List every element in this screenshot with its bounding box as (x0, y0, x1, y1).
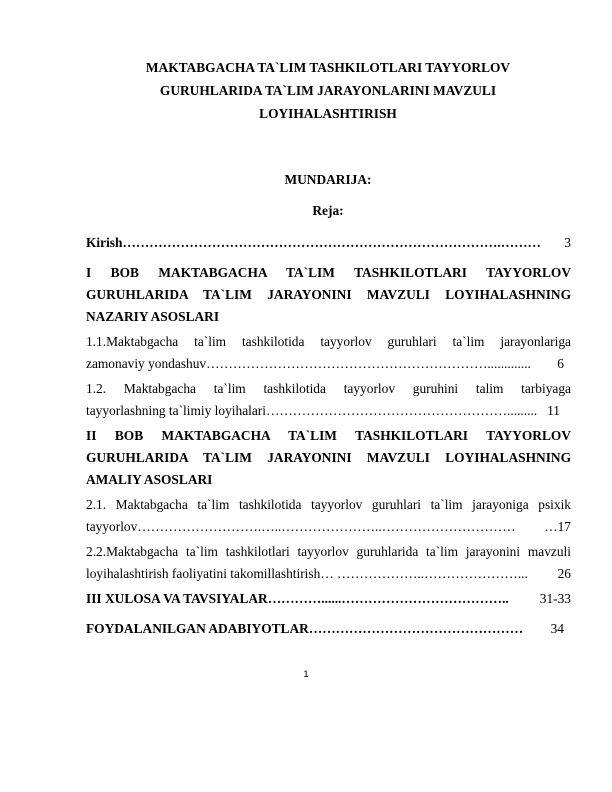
toc-leader: ……………………….…..…………………..………………………… (137, 519, 516, 534)
toc-entry-2-1[interactable] (86, 494, 571, 538)
toc-entry-text: tayyorlov (86, 519, 138, 534)
toc-chapter-line: GURUHLARIDA TA`LIM JARAYONINI MAVZULI LOYIHALASHNING (86, 287, 571, 302)
toc-entry-chapter1[interactable] (86, 262, 571, 328)
toc-leader: ………………………………………………………………………….……… (122, 235, 541, 250)
toc-leader: ………………………………………………………............. (206, 356, 531, 371)
toc-page-number: 34 (550, 621, 564, 636)
toc-page-number: 3 (564, 235, 571, 250)
toc-entry-line: 2.1. Maktabgacha ta`lim tashkilotida tayyorlov guruhlari ta`lim jarayoniga psixik (86, 497, 571, 512)
toc-chapter-line: NAZARIY ASOSLARI (86, 309, 220, 324)
toc-entry-intro[interactable] (86, 232, 571, 254)
toc-page-number: 26 (557, 566, 571, 581)
toc-entry-chapter2[interactable] (86, 425, 571, 491)
toc-chapter-line: II BOB MAKTABGACHA TA`LIM TASHKILOTLARI TAYYORLOV (86, 428, 571, 443)
toc-entry-1-1[interactable] (86, 331, 571, 375)
toc-entry-line (86, 400, 560, 422)
title-line-1: MAKTABGACHA TA`LIM TASHKILOTLARI TAYYORLOV (145, 60, 511, 75)
toc-page-number: 31-33 (539, 591, 571, 606)
toc-entry-1-2[interactable] (86, 378, 571, 422)
document-title (84, 56, 572, 125)
toc-entry-text: Kirish (86, 235, 123, 250)
toc-entry-text: loyihalashtirish faoliyatini takomillashtirish (86, 566, 321, 581)
toc-entry-text: zamonaviy yondashuv (86, 356, 207, 371)
toc-entry-references[interactable] (86, 618, 564, 640)
toc-leader: ………………………………………………......... (266, 403, 538, 418)
title-line-3: LOYIHALASHTIRISH (259, 106, 397, 121)
toc-entry-line (86, 353, 564, 375)
toc-chapter-line: AMALIY ASOSLARI (86, 472, 213, 487)
toc-entry-text: III XULOSA VA TAVSIYALAR (86, 591, 268, 606)
page-number: 1 (303, 669, 309, 680)
contents-heading: MUNDARIJA: (284, 172, 372, 187)
toc-entry-line: 1.2. Maktabgacha ta`lim tashkilotida tayyorlov guruhini talim tarbiyaga (86, 381, 571, 396)
toc-chapter-line: I BOB MAKTABGACHA TA`LIM TASHKILOTLARI TAYYORLOV (86, 265, 571, 280)
title-line-2: GURUHLARIDA TA`LIM JARAYONLARINI MAVZULI (159, 83, 497, 98)
toc-entry-text: FOYDALANILGAN ADABIYOTLAR (86, 621, 309, 636)
toc-page-number: …17 (544, 519, 571, 534)
toc-entry-text: tayyorlashning ta`limiy loyihalari (86, 403, 266, 418)
table-of-contents (86, 232, 571, 640)
toc-chapter-line: GURUHLARIDA TA`LIM JARAYONINI MAVZULI LOYIHALASHNING (86, 450, 571, 465)
toc-entry-line: 2.2.Maktabgacha ta`lim tashkilotlari tayyorlov guruhlarida ta`lim jarayonini mavzuli (86, 544, 571, 559)
toc-entry-line: 1.1.Maktabgacha ta`lim tashkilotida tayyorlov guruhlari ta`lim jarayonlariga (86, 334, 571, 349)
toc-entry-conclusion[interactable] (86, 588, 571, 610)
toc-page-number: 6 (557, 356, 564, 371)
toc-entry-line (86, 563, 571, 585)
toc-leader: … ………………..…………………... (320, 566, 528, 581)
toc-leader: …………......……………………………….. (267, 591, 509, 606)
plan-heading: Reja: (312, 203, 344, 218)
toc-entry-2-2[interactable] (86, 541, 571, 585)
toc-leader: ………………………………………… (308, 621, 524, 636)
toc-page-number: 11 (547, 403, 560, 418)
toc-entry-line (86, 516, 571, 538)
